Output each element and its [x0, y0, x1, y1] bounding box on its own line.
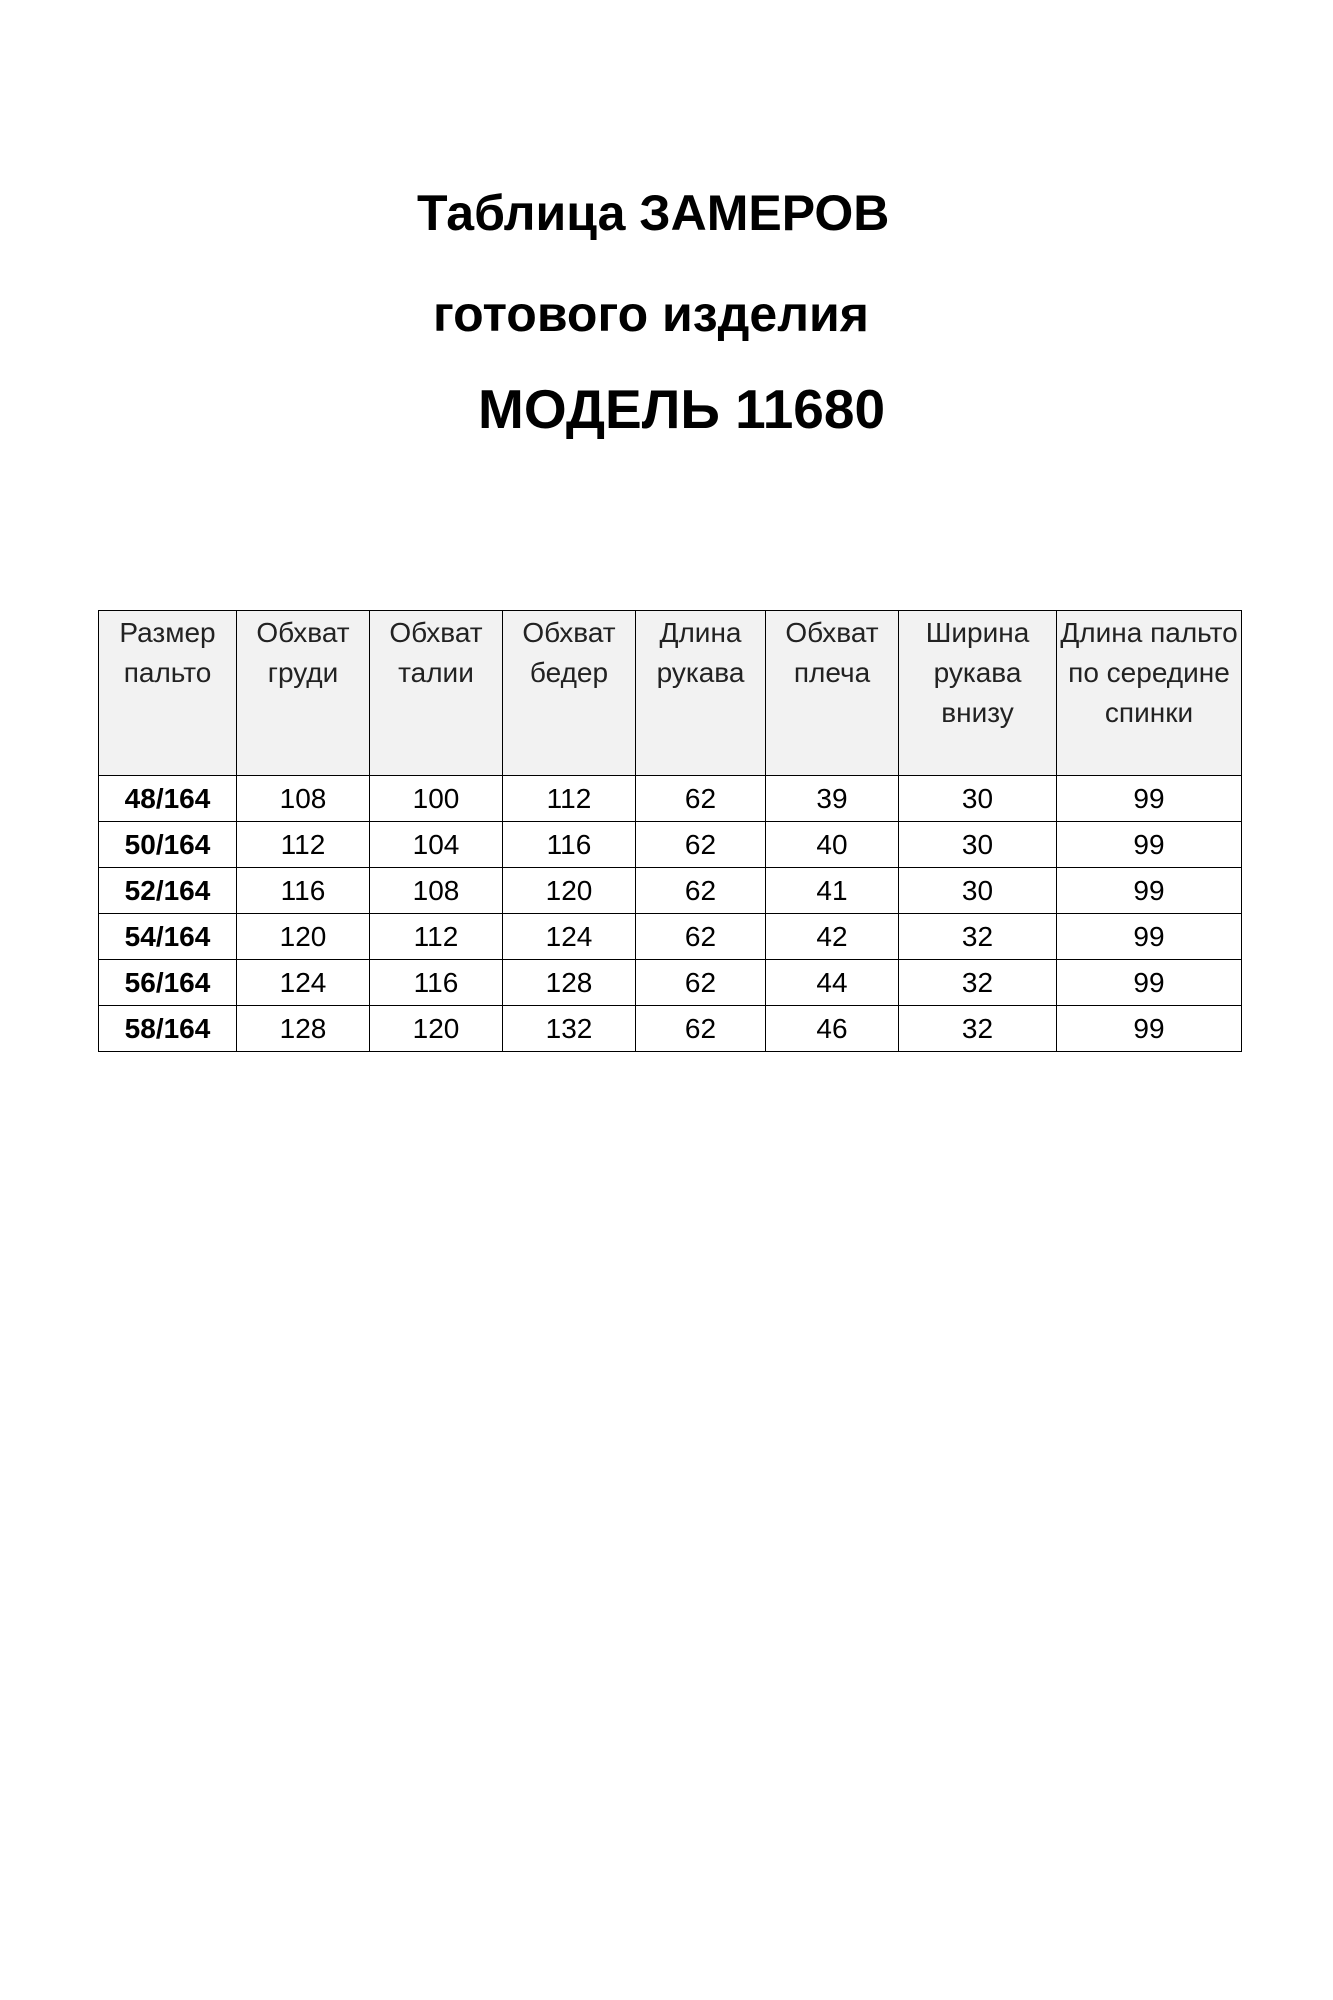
table-cell: 30 [899, 776, 1057, 822]
table-cell: 30 [899, 822, 1057, 868]
table-cell: 120 [370, 1006, 503, 1052]
table-cell: 104 [370, 822, 503, 868]
table-cell: 112 [503, 776, 636, 822]
table-cell: 62 [636, 1006, 766, 1052]
table-cell: 99 [1057, 868, 1242, 914]
table-row [99, 960, 1242, 1006]
document-title: Таблица ЗАМЕРОВ [417, 185, 890, 241]
table-cell: 62 [636, 822, 766, 868]
table-row [99, 822, 1242, 868]
header-hips: Обхват бедер [503, 611, 636, 776]
table-cell: 116 [503, 822, 636, 868]
table-cell: 30 [899, 868, 1057, 914]
table-cell: 132 [503, 1006, 636, 1052]
table-row [99, 868, 1242, 914]
table-cell: 62 [636, 960, 766, 1006]
header-waist: Обхват талии [370, 611, 503, 776]
document-subtitle: готового изделия [433, 286, 869, 342]
table-cell: 128 [503, 960, 636, 1006]
table-cell: 99 [1057, 914, 1242, 960]
table-cell: 39 [766, 776, 899, 822]
model-number: МОДЕЛЬ 11680 [478, 378, 886, 440]
table-cell: 112 [370, 914, 503, 960]
table-row [99, 776, 1242, 822]
table-cell: 120 [503, 868, 636, 914]
table-cell: 108 [237, 776, 370, 822]
table-cell: 54/164 [99, 914, 237, 960]
table-cell: 124 [237, 960, 370, 1006]
table-cell: 48/164 [99, 776, 237, 822]
table-cell: 46 [766, 1006, 899, 1052]
table-row [99, 914, 1242, 960]
table-cell: 41 [766, 868, 899, 914]
table-cell: 120 [237, 914, 370, 960]
table-cell: 99 [1057, 1006, 1242, 1052]
header-coat-length: Длина пальто по середине спинки [1057, 611, 1242, 776]
header-shoulder: Обхват плеча [766, 611, 899, 776]
table-cell: 112 [237, 822, 370, 868]
table-cell: 108 [370, 868, 503, 914]
header-chest: Обхват груди [237, 611, 370, 776]
table-cell: 100 [370, 776, 503, 822]
table-cell: 62 [636, 868, 766, 914]
table-cell: 58/164 [99, 1006, 237, 1052]
table-cell: 116 [370, 960, 503, 1006]
header-sleeve-width: Ширина рукава внизу [899, 611, 1057, 776]
table-header-row [99, 611, 1242, 776]
table-cell: 56/164 [99, 960, 237, 1006]
header-size: Размер пальто [99, 611, 237, 776]
table-cell: 99 [1057, 822, 1242, 868]
table-cell: 32 [899, 914, 1057, 960]
table-cell: 44 [766, 960, 899, 1006]
measurements-table [98, 610, 1242, 1052]
table-cell: 52/164 [99, 868, 237, 914]
table-cell: 99 [1057, 776, 1242, 822]
table-cell: 62 [636, 776, 766, 822]
table-cell: 124 [503, 914, 636, 960]
table-cell: 40 [766, 822, 899, 868]
table-cell: 32 [899, 960, 1057, 1006]
table-cell: 32 [899, 1006, 1057, 1052]
table-cell: 99 [1057, 960, 1242, 1006]
table-cell: 128 [237, 1006, 370, 1052]
table-cell: 62 [636, 914, 766, 960]
table-row [99, 1006, 1242, 1052]
table-cell: 116 [237, 868, 370, 914]
table-cell: 42 [766, 914, 899, 960]
table-cell: 50/164 [99, 822, 237, 868]
header-sleeve-length: Длина рукава [636, 611, 766, 776]
